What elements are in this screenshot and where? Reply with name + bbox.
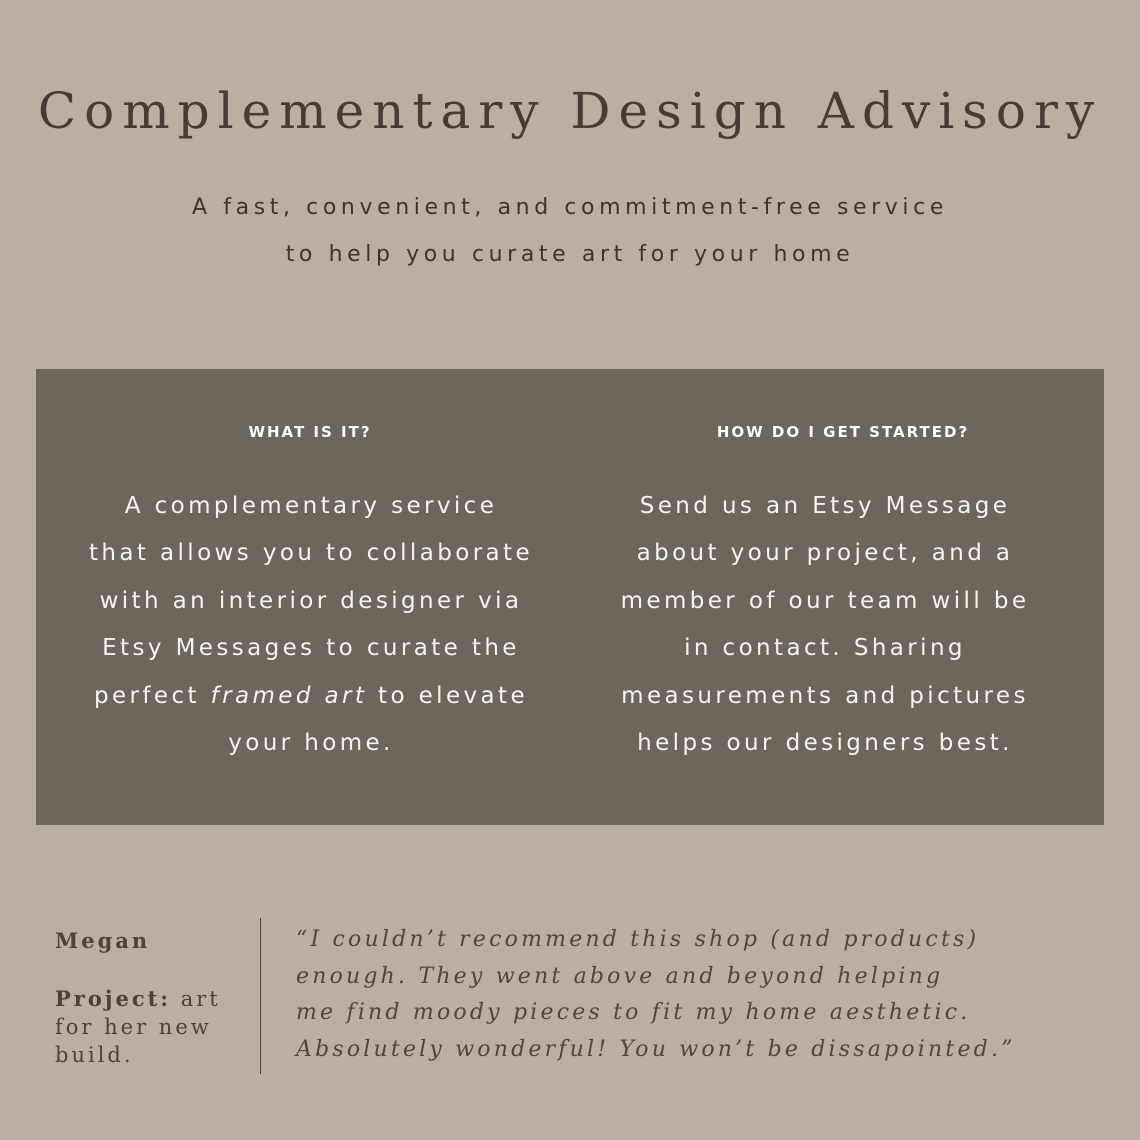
description-line: measurements and pictures bbox=[621, 682, 1029, 709]
description-line: Etsy Messages to curate the bbox=[102, 635, 520, 662]
quote-line: “I couldn’t recommend this shop (and products) bbox=[296, 927, 980, 952]
project-line: for her new bbox=[55, 1015, 212, 1039]
quote-line: me find moody pieces to fit my home aesthetic. bbox=[296, 1000, 971, 1026]
testimonial-divider bbox=[260, 918, 261, 1074]
description-line: your home. bbox=[228, 730, 394, 757]
subtitle-line-1: A fast, convenient, and commitment-free service bbox=[192, 195, 948, 220]
reviewer-name: Megan bbox=[55, 928, 151, 953]
description-line: Send us an Etsy Message bbox=[639, 493, 1011, 519]
page-title: Complementary Design Advisory bbox=[37, 82, 1103, 140]
quote-line: enough. They went above and beyond helping bbox=[296, 963, 944, 989]
description-text: to elevate bbox=[367, 682, 528, 709]
description-text: perfect bbox=[93, 682, 211, 709]
how-to-start-description bbox=[576, 483, 1074, 767]
quote-line: Absolutely wonderful! You won’t be dissapointed.” bbox=[296, 1037, 1016, 1063]
subtitle-line-2: to help you curate art for your home bbox=[285, 242, 855, 267]
description-line bbox=[46, 673, 576, 720]
testimonial-quote bbox=[296, 922, 1016, 1069]
description-line: helps our designers best. bbox=[637, 730, 1013, 757]
description-line: in contact. Sharing bbox=[684, 635, 966, 662]
reviewer-project bbox=[55, 985, 255, 1069]
description-line: member of our team will be bbox=[620, 587, 1030, 614]
project-text: art bbox=[171, 987, 221, 1011]
description-line: about your project, and a bbox=[636, 540, 1014, 567]
how-to-start-heading: HOW DO I GET STARTED? bbox=[716, 423, 970, 441]
project-label: Project: bbox=[55, 986, 172, 1011]
info-panel bbox=[36, 369, 1104, 825]
what-is-it-description bbox=[46, 483, 576, 767]
description-line: A complementary service bbox=[124, 493, 498, 519]
description-line: with an interior designer via bbox=[99, 587, 523, 614]
description-line: that allows you to collaborate bbox=[88, 540, 534, 567]
framed-art-emphasis: framed art bbox=[210, 682, 368, 709]
project-line: build. bbox=[55, 1043, 134, 1067]
what-is-it-heading: WHAT IS IT? bbox=[248, 423, 372, 441]
project-line bbox=[55, 985, 255, 1013]
